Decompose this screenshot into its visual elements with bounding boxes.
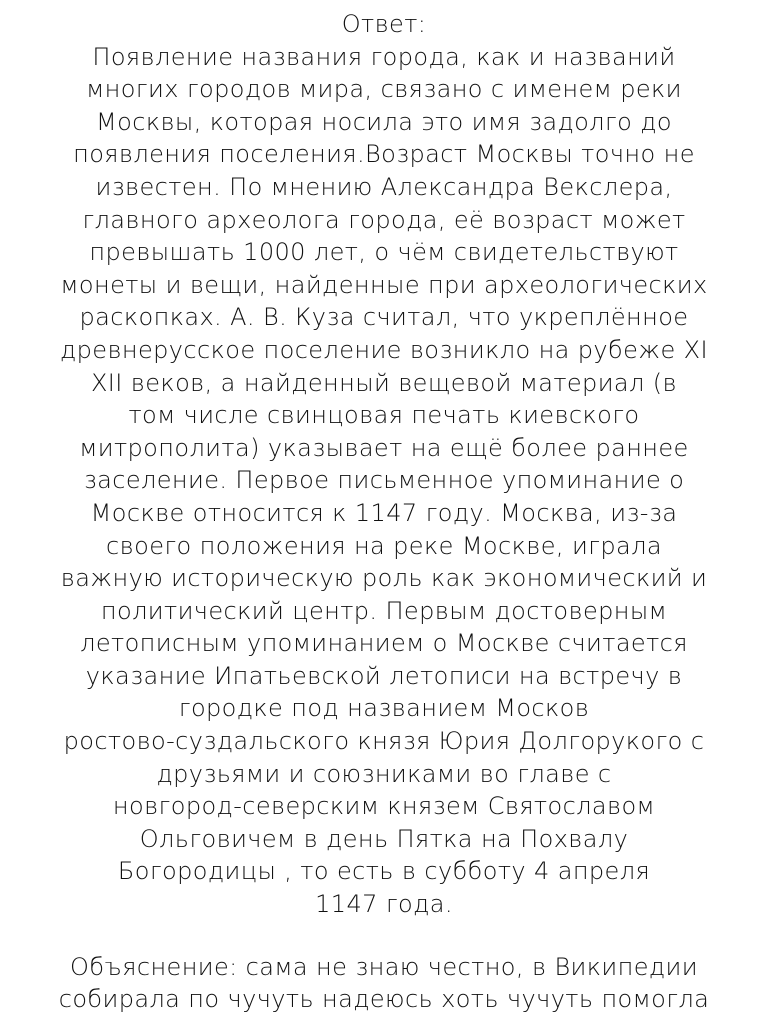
answer-line: Богородицы , то есть в субботу 4 апреля	[117, 857, 651, 886]
answer-line: городке под названием Москов	[178, 694, 590, 723]
answer-line: ростово-суздальского князя Юрия Долгорукого с	[63, 727, 705, 756]
answer-line: Появление названия города, как и названий	[92, 42, 676, 71]
paragraph-gap	[24, 921, 744, 951]
answer-line: 1147 года.	[315, 890, 453, 919]
answer-line: друзьями и союзниками во главе с	[156, 759, 612, 788]
answer-line: превышать 1000 лет, о чём свидетельствуют	[89, 238, 679, 267]
explanation-body	[24, 951, 744, 1016]
explanation-line: Объяснение: сама не знаю честно, в Википедии	[70, 952, 698, 981]
explanation-line: собирала по чучуть надеюсь хоть чучуть помогла	[58, 985, 710, 1014]
answer-line: новгород-северским князем Святославом	[112, 792, 656, 821]
answer-line: главного археолога города, её возраст может	[82, 205, 686, 234]
answer-line: появления поселения.Возраст Москвы точно не	[73, 140, 695, 169]
answer-line: летописным упоминанием о Москве считается	[80, 629, 688, 658]
answer-line: раскопках. А. В. Куза считал, что укреплённое	[79, 303, 689, 332]
answer-line: указание Ипатьевской летописи на встречу в	[85, 661, 683, 690]
answer-line: важную историческую роль как экономический и	[60, 564, 708, 593]
answer-line: известен. По мнению Александра Векслера,	[95, 172, 673, 201]
answer-line: своего положения на реке Москве, играла	[106, 531, 662, 560]
answer-line: Москвы, которая носила это имя задолго до	[96, 107, 672, 136]
answer-line: многих городов мира, связано с именем реки	[86, 75, 682, 104]
answer-line: Ольговичем в день Пятка на Похвалу	[139, 824, 629, 853]
answer-line: XII веков, а найденный вещевой материал (в	[90, 368, 678, 397]
answer-line: древнерусское поселение возникло на рубеже XI	[59, 335, 708, 364]
answer-line: Москве относится к 1147 году. Москва, из-за	[90, 498, 678, 527]
answer-line: том числе свинцовая печать киевского	[128, 401, 640, 430]
answer-heading: Ответ:	[341, 10, 427, 38]
answer-line: заселение. Первое письменное упоминание о	[83, 466, 685, 495]
answer-line: политический центр. Первым достоверным	[100, 596, 668, 625]
answer-line: митрополита) указывает на ещё более раннее	[79, 433, 689, 462]
answer-body	[24, 41, 744, 921]
answer-line: монеты и вещи, найденные при археологических	[60, 270, 708, 299]
